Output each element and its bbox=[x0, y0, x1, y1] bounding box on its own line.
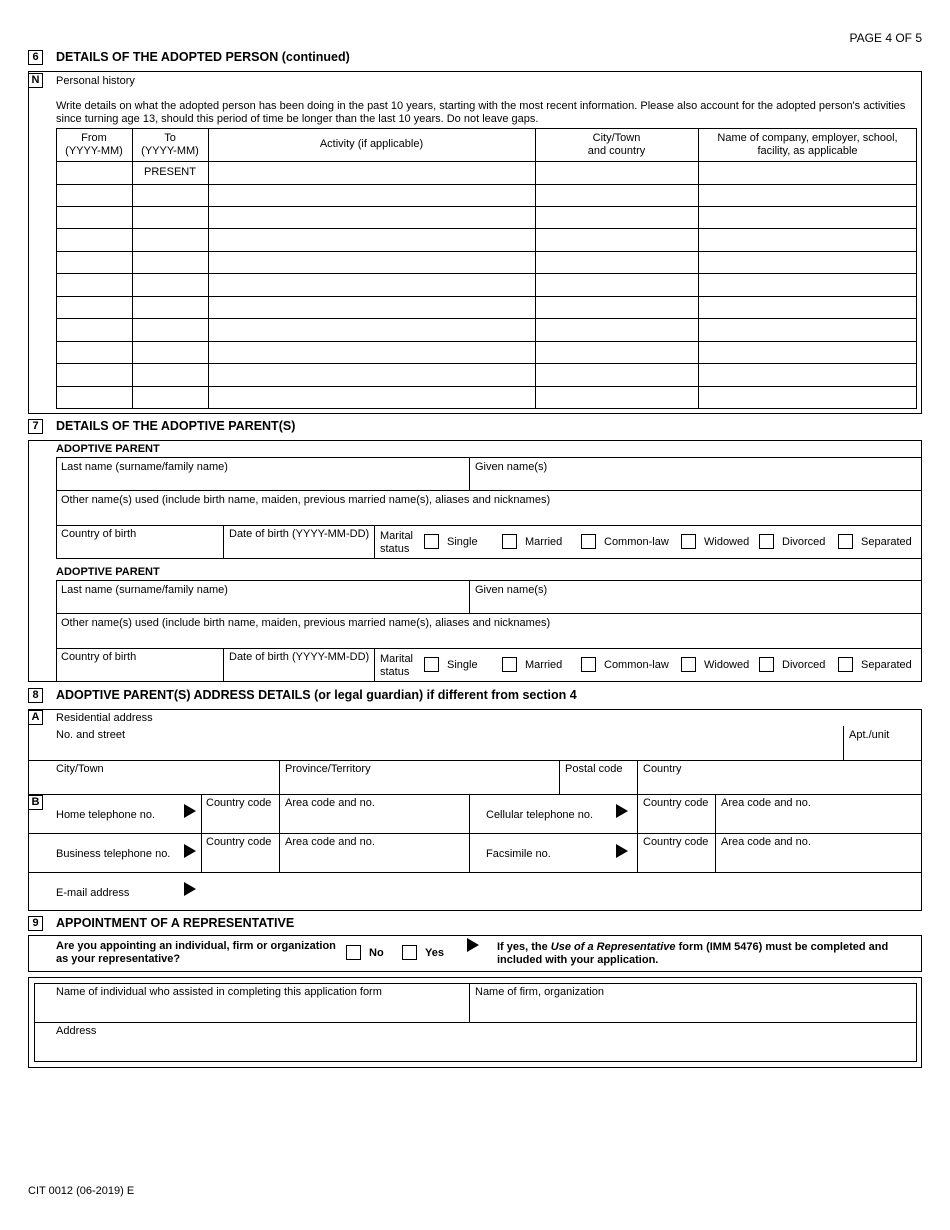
firm-name-field[interactable] bbox=[470, 1000, 916, 1021]
subsection-n-letter: N bbox=[28, 73, 43, 88]
cell-area-code-label: Area code and no. bbox=[721, 797, 811, 809]
cellular-telephone-label: Cellular telephone no. bbox=[486, 809, 594, 821]
history-to-field[interactable] bbox=[133, 319, 208, 341]
section-6-title: DETAILS OF THE ADOPTED PERSON (continued) bbox=[56, 50, 350, 64]
note-prefix: If yes, the bbox=[497, 941, 551, 953]
section-7-title: DETAILS OF THE ADOPTIVE PARENT(S) bbox=[56, 419, 296, 433]
cell-country-code-field[interactable] bbox=[638, 811, 714, 832]
history-to-field[interactable] bbox=[133, 252, 208, 273]
history-company-field[interactable] bbox=[699, 185, 916, 206]
firm-name-label: Name of firm, organization bbox=[475, 986, 604, 998]
subsection-a-letter: A bbox=[28, 710, 43, 725]
parent-1-separated-label: Separated bbox=[861, 536, 912, 548]
row-divider bbox=[34, 1022, 917, 1023]
parent-1-divorced-label: Divorced bbox=[782, 536, 826, 548]
home-telephone-arrow-icon bbox=[184, 804, 196, 818]
province-field[interactable] bbox=[280, 777, 558, 793]
history-to-field[interactable] bbox=[133, 207, 208, 228]
province-label: Province/Territory bbox=[285, 763, 371, 775]
note-suffix: form (IMM 5476) must be completed and included with your application. bbox=[497, 941, 889, 966]
parent-2-common-law-label: Common-law bbox=[604, 659, 669, 671]
parent-1-other-names-field[interactable] bbox=[57, 508, 921, 524]
history-from-field[interactable] bbox=[57, 387, 132, 409]
section-7-number: 7 bbox=[28, 419, 43, 434]
address-field[interactable] bbox=[35, 1039, 916, 1061]
country-field[interactable] bbox=[638, 777, 921, 793]
parent-1-widowed-checkbox[interactable] bbox=[681, 534, 696, 549]
home-telephone-label: Home telephone no. bbox=[56, 809, 156, 821]
section-9-title: APPOINTMENT OF A REPRESENTATIVE bbox=[56, 916, 295, 930]
parent-2-widowed-label: Widowed bbox=[704, 659, 750, 671]
history-to-field[interactable] bbox=[133, 185, 208, 206]
parent-2-separated-checkbox[interactable] bbox=[838, 657, 853, 672]
parent-2-country-of-birth-field[interactable] bbox=[57, 664, 222, 681]
facsimile-arrow-icon bbox=[616, 844, 628, 858]
history-city-field[interactable] bbox=[536, 162, 698, 184]
history-from-field[interactable] bbox=[57, 207, 132, 228]
col-header-company: Name of company, employer, school, facility, as applicable bbox=[717, 132, 898, 157]
fax-area-code-label: Area code and no. bbox=[721, 836, 811, 848]
parent-1-common-law-checkbox[interactable] bbox=[581, 534, 596, 549]
parent-1-separated-checkbox[interactable] bbox=[838, 534, 853, 549]
parent-1-country-of-birth-field[interactable] bbox=[57, 541, 222, 558]
history-to-field[interactable] bbox=[133, 274, 208, 296]
parent-2-divorced-checkbox[interactable] bbox=[759, 657, 774, 672]
fax-area-code-field[interactable] bbox=[716, 850, 921, 871]
history-activity-field[interactable] bbox=[209, 274, 535, 296]
city-field[interactable] bbox=[56, 777, 278, 793]
parent-2-given-names-label: Given name(s) bbox=[475, 584, 548, 596]
postal-code-field[interactable] bbox=[560, 777, 636, 793]
history-company-field[interactable] bbox=[699, 162, 916, 184]
representative-note bbox=[497, 941, 917, 967]
section-9-number: 9 bbox=[28, 916, 43, 931]
home-area-code-label: Area code and no. bbox=[285, 797, 375, 809]
present-label: PRESENT bbox=[144, 166, 196, 178]
home-area-code-field[interactable] bbox=[280, 811, 468, 832]
address-label: Address bbox=[56, 1025, 97, 1037]
email-field[interactable] bbox=[202, 876, 921, 910]
apt-label: Apt./unit bbox=[849, 729, 890, 741]
history-city-field[interactable] bbox=[536, 207, 698, 228]
parent-2-separated-label: Separated bbox=[861, 659, 912, 671]
business-area-code-field[interactable] bbox=[280, 850, 468, 871]
history-activity-field[interactable] bbox=[209, 297, 535, 318]
history-company-field[interactable] bbox=[699, 229, 916, 251]
parent-2-dob-field[interactable] bbox=[224, 664, 373, 681]
parent-1-divorced-checkbox[interactable] bbox=[759, 534, 774, 549]
parent-2-given-names-field[interactable] bbox=[470, 597, 921, 612]
assisted-name-field[interactable] bbox=[35, 1000, 468, 1021]
history-from-field[interactable] bbox=[57, 274, 132, 296]
parent-1-single-checkbox[interactable] bbox=[424, 534, 439, 549]
representative-yes-checkbox[interactable] bbox=[402, 945, 417, 960]
page-number: PAGE 4 OF 5 bbox=[849, 31, 922, 45]
col-header-city: City/Town and country bbox=[587, 132, 646, 157]
history-to-field[interactable] bbox=[133, 387, 208, 409]
parent-1-other-names-label: Other name(s) used (include birth name, maiden, previous married name(s), aliases and nicknames) bbox=[61, 494, 551, 506]
history-to-field[interactable] bbox=[133, 364, 208, 386]
business-telephone-label: Business telephone no. bbox=[56, 848, 171, 860]
parent-2-married-checkbox[interactable] bbox=[502, 657, 517, 672]
history-from-field[interactable] bbox=[57, 297, 132, 318]
history-company-field[interactable] bbox=[699, 364, 916, 386]
cellular-telephone-arrow-icon bbox=[616, 804, 628, 818]
history-city-field[interactable] bbox=[536, 319, 698, 341]
history-activity-field[interactable] bbox=[209, 207, 535, 228]
history-city-field[interactable] bbox=[536, 229, 698, 251]
history-company-field[interactable] bbox=[699, 387, 916, 409]
note-form-name: Use of a Representative bbox=[550, 941, 676, 953]
assisted-name-label: Name of individual who assisted in completing this application form bbox=[56, 986, 382, 998]
parent-2-dob-label: Date of birth (YYYY-MM-DD) bbox=[229, 651, 370, 663]
section-6-number: 6 bbox=[28, 50, 43, 65]
parent-2-last-name-field[interactable] bbox=[57, 597, 468, 612]
business-telephone-arrow-icon bbox=[184, 844, 196, 858]
history-city-field[interactable] bbox=[536, 274, 698, 296]
row-divider bbox=[56, 648, 922, 649]
history-from-field[interactable] bbox=[57, 185, 132, 206]
subsection-b-letter: B bbox=[28, 795, 43, 810]
street-field[interactable] bbox=[56, 743, 842, 759]
parent-1-last-name-label: Last name (surname/family name) bbox=[61, 461, 228, 473]
history-from-field[interactable] bbox=[57, 364, 132, 386]
parent-2-country-of-birth-label: Country of birth bbox=[61, 651, 137, 663]
row-divider bbox=[28, 833, 922, 834]
history-activity-field[interactable] bbox=[209, 252, 535, 273]
parent-1-common-law-label: Common-law bbox=[604, 536, 669, 548]
col-header-activity: Activity (if applicable) bbox=[319, 138, 424, 150]
history-activity-field[interactable] bbox=[209, 229, 535, 251]
history-company-field[interactable] bbox=[699, 342, 916, 363]
row-divider bbox=[56, 613, 922, 614]
history-city-field[interactable] bbox=[536, 364, 698, 386]
history-from-field[interactable] bbox=[57, 252, 132, 273]
representative-question: Are you appointing an individual, firm or organization as your representative? bbox=[56, 940, 336, 965]
cell-country-code-label: Country code bbox=[643, 797, 709, 809]
history-activity-field[interactable] bbox=[209, 387, 535, 409]
history-city-field[interactable] bbox=[536, 185, 698, 206]
history-activity-field[interactable] bbox=[209, 364, 535, 386]
history-from-field[interactable] bbox=[57, 162, 132, 184]
history-company-field[interactable] bbox=[699, 274, 916, 296]
history-city-field[interactable] bbox=[536, 342, 698, 363]
history-company-field[interactable] bbox=[699, 297, 916, 318]
history-activity-field[interactable] bbox=[209, 185, 535, 206]
parent-2-other-names-field[interactable] bbox=[57, 631, 921, 647]
col-header-to: To (YYYY-MM) bbox=[141, 132, 199, 157]
parent-2-marital-status-label: Marital status bbox=[380, 653, 414, 678]
section-8-title: ADOPTIVE PARENT(S) ADDRESS DETAILS (or legal guardian) if different from section 4 bbox=[56, 688, 577, 702]
apt-field[interactable] bbox=[844, 743, 921, 759]
parent-2-other-names-label: Other name(s) used (include birth name, maiden, previous married name(s), aliases and nicknames) bbox=[61, 617, 551, 629]
history-to-field[interactable] bbox=[133, 297, 208, 318]
row-divider bbox=[28, 872, 922, 873]
parent-2-single-label: Single bbox=[447, 659, 478, 671]
history-activity-field[interactable] bbox=[209, 162, 535, 184]
representative-arrow-icon bbox=[467, 938, 479, 952]
parent-1-dob-field[interactable] bbox=[224, 541, 373, 558]
history-activity-field[interactable] bbox=[209, 342, 535, 363]
city-label: City/Town bbox=[56, 763, 104, 775]
street-label: No. and street bbox=[56, 729, 126, 741]
history-company-field[interactable] bbox=[699, 319, 916, 341]
history-to-field[interactable] bbox=[133, 342, 208, 363]
representative-no-label: No bbox=[369, 947, 384, 959]
email-arrow-icon bbox=[184, 882, 196, 896]
col-header-from: From (YYYY-MM) bbox=[65, 132, 123, 157]
email-label: E-mail address bbox=[56, 887, 130, 899]
parent-1-dob-label: Date of birth (YYYY-MM-DD) bbox=[229, 528, 370, 540]
home-country-code-field[interactable] bbox=[202, 811, 278, 832]
section-8-number: 8 bbox=[28, 688, 43, 703]
parent-1-country-of-birth-label: Country of birth bbox=[61, 528, 137, 540]
history-company-field[interactable] bbox=[699, 252, 916, 273]
row-divider bbox=[28, 760, 922, 761]
col-divider bbox=[374, 525, 375, 559]
row-divider bbox=[56, 525, 922, 526]
row-divider bbox=[28, 794, 922, 795]
business-country-code-field[interactable] bbox=[202, 850, 278, 871]
home-country-code-label: Country code bbox=[206, 797, 272, 809]
adoptive-parent-2-heading: ADOPTIVE PARENT bbox=[56, 566, 160, 578]
parent-1-marital-status-label: Marital status bbox=[380, 530, 414, 555]
country-label: Country bbox=[643, 763, 682, 775]
parent-1-widowed-label: Widowed bbox=[704, 536, 750, 548]
personal-history-instructions: Write details on what the adopted person has been doing in the past 10 years, starting with the most recent information. Please also account for the adopted person's activities since turning age 13, should this period of time be longer than the last 10 years. Do not leave gaps. bbox=[56, 100, 906, 125]
representative-no-checkbox[interactable] bbox=[346, 945, 361, 960]
residential-address-label: Residential address bbox=[56, 712, 153, 724]
history-from-field[interactable] bbox=[57, 229, 132, 251]
cell-area-code-field[interactable] bbox=[716, 811, 921, 832]
history-to-field[interactable] bbox=[133, 229, 208, 251]
history-city-field[interactable] bbox=[536, 387, 698, 409]
history-city-field[interactable] bbox=[536, 297, 698, 318]
col-divider bbox=[374, 648, 375, 682]
parent-2-last-name-label: Last name (surname/family name) bbox=[61, 584, 228, 596]
history-company-field[interactable] bbox=[699, 207, 916, 228]
history-activity-field[interactable] bbox=[209, 319, 535, 341]
history-from-field[interactable] bbox=[57, 342, 132, 363]
fax-country-code-field[interactable] bbox=[638, 850, 714, 871]
postal-code-label: Postal code bbox=[565, 763, 623, 775]
parent-2-widowed-checkbox[interactable] bbox=[681, 657, 696, 672]
facsimile-label: Facsimile no. bbox=[486, 848, 551, 860]
personal-history-label: Personal history bbox=[56, 75, 135, 87]
parent-1-married-label: Married bbox=[525, 536, 563, 548]
history-city-field[interactable] bbox=[536, 252, 698, 273]
parent-2-common-law-checkbox[interactable] bbox=[581, 657, 596, 672]
adoptive-parent-1-heading: ADOPTIVE PARENT bbox=[56, 443, 160, 455]
parent-1-last-name-field[interactable] bbox=[57, 474, 468, 489]
parent-2-single-checkbox[interactable] bbox=[424, 657, 439, 672]
history-from-field[interactable] bbox=[57, 319, 132, 341]
row-divider bbox=[56, 490, 922, 491]
fax-country-code-label: Country code bbox=[643, 836, 709, 848]
parent-1-given-names-label: Given name(s) bbox=[475, 461, 548, 473]
parent-1-single-label: Single bbox=[447, 536, 478, 548]
parent-1-given-names-field[interactable] bbox=[470, 474, 921, 489]
business-area-code-label: Area code and no. bbox=[285, 836, 375, 848]
representative-yes-label: Yes bbox=[425, 947, 444, 959]
form-code-footer: CIT 0012 (06-2019) E bbox=[28, 1185, 135, 1197]
parent-1-married-checkbox[interactable] bbox=[502, 534, 517, 549]
parent-2-divorced-label: Divorced bbox=[782, 659, 826, 671]
parent-2-married-label: Married bbox=[525, 659, 563, 671]
business-country-code-label: Country code bbox=[206, 836, 272, 848]
